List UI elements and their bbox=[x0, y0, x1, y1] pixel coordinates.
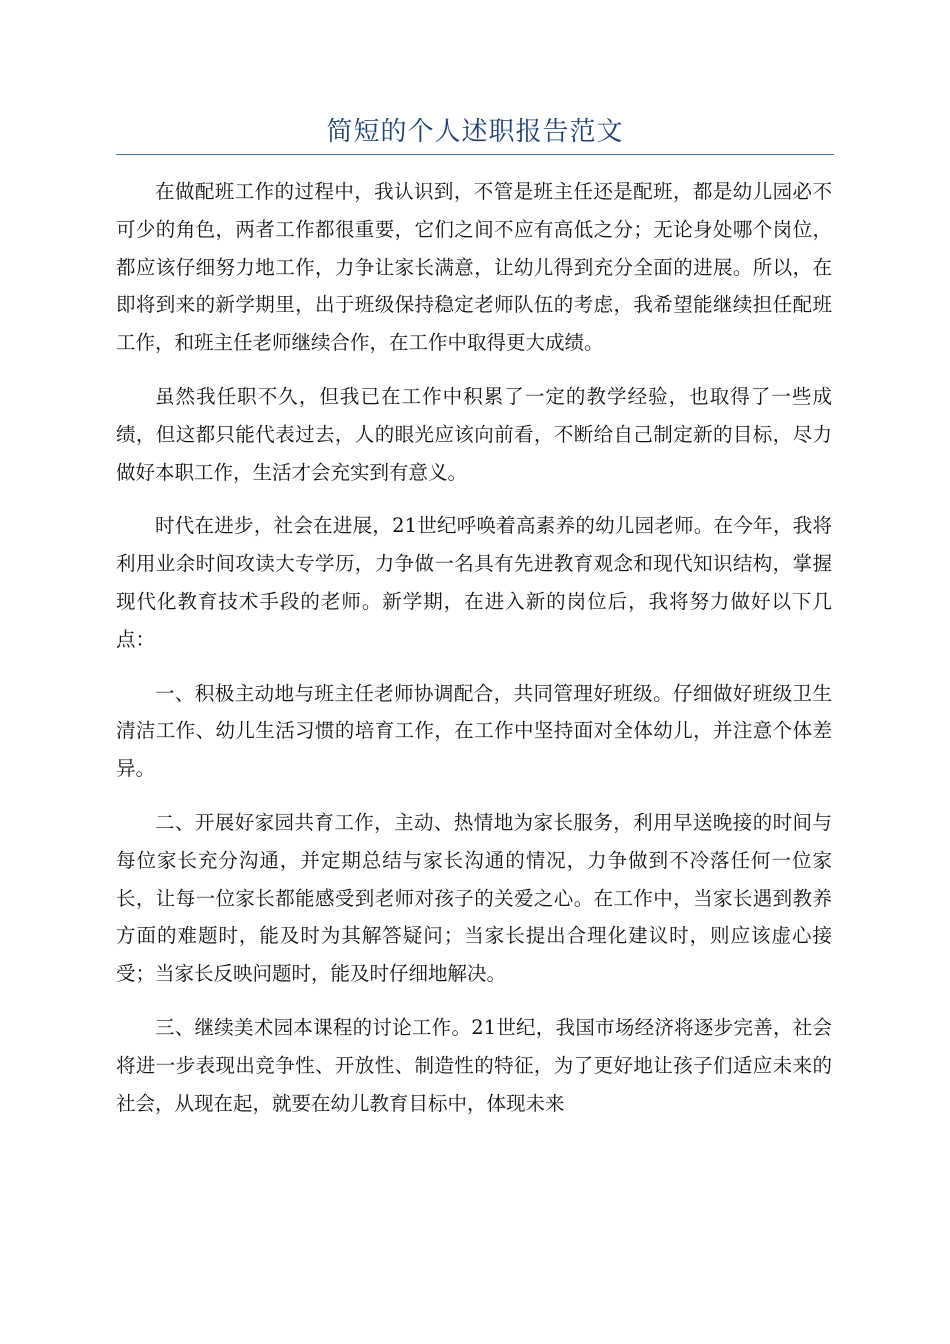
paragraph-5: 二、开展好家园共育工作，主动、热情地为家长服务，利用早送晚接的时间与每位家长充分沟通，并定期总结与家长沟通的情况，力争做到不冷落任何一位家长，让每一位家长都能感受到老师对孩子的关爱之心。在工作中，当家长遇到教养方面的难题时，能及时为其解答疑问；当家长提出合理化建议时，则应该虚心接受；当家长反映问题时，能及时仔细地解决。 bbox=[116, 810, 832, 986]
paragraph-3: 时代在进步，社会在进展，21世纪呼唤着高素养的幼儿园老师。在今年，我将利用业余时间攻读大专学历，力争做一名具有先进教育观念和现代知识结构，掌握现代化教育技术手段的老师。新学期，在进入新的岗位后，我将努力做好以下几点： bbox=[116, 514, 832, 651]
title-underline bbox=[116, 154, 834, 155]
paragraph-1: 在做配班工作的过程中，我认识到，不管是班主任还是配班，都是幼儿园必不可少的角色，两者工作都很重要，它们之间不应有高低之分；无论身处哪个岗位，都应该仔细努力地工作，力争让家长满意，让幼儿得到充分全面的进展。所以，在即将到来的新学期里，出于班级保持稳定老师队伍的考虑，我希望能继续担任配班工作，和班主任老师继续合作，在工作中取得更大成绩。 bbox=[116, 180, 832, 355]
document-body bbox=[116, 173, 832, 1138]
paragraph-2: 虽然我任职不久，但我已在工作中积累了一定的教学经验，也取得了一些成绩，但这都只能代表过去，人的眼光应该向前看，不断给自己制定新的目标，尽力做好本职工作，生活才会充实到有意义。 bbox=[116, 384, 832, 484]
paragraph-6: 三、继续美术园本课程的讨论工作。21世纪，我国市场经济将逐步完善，社会将进一步表现出竞争性、开放性、制造性的特征，为了更好地让孩子们适应未来的社会，从现在起，就要在幼儿教育目标中，体现未来 bbox=[116, 1015, 832, 1115]
paragraph-4: 一、积极主动地与班主任老师协调配合，共同管理好班级。仔细做好班级卫生清洁工作、幼儿生活习惯的培育工作，在工作中坚持面对全体幼儿，并注意个体差异。 bbox=[116, 681, 832, 781]
document-title: 简短的个人述职报告范文 bbox=[326, 117, 624, 147]
